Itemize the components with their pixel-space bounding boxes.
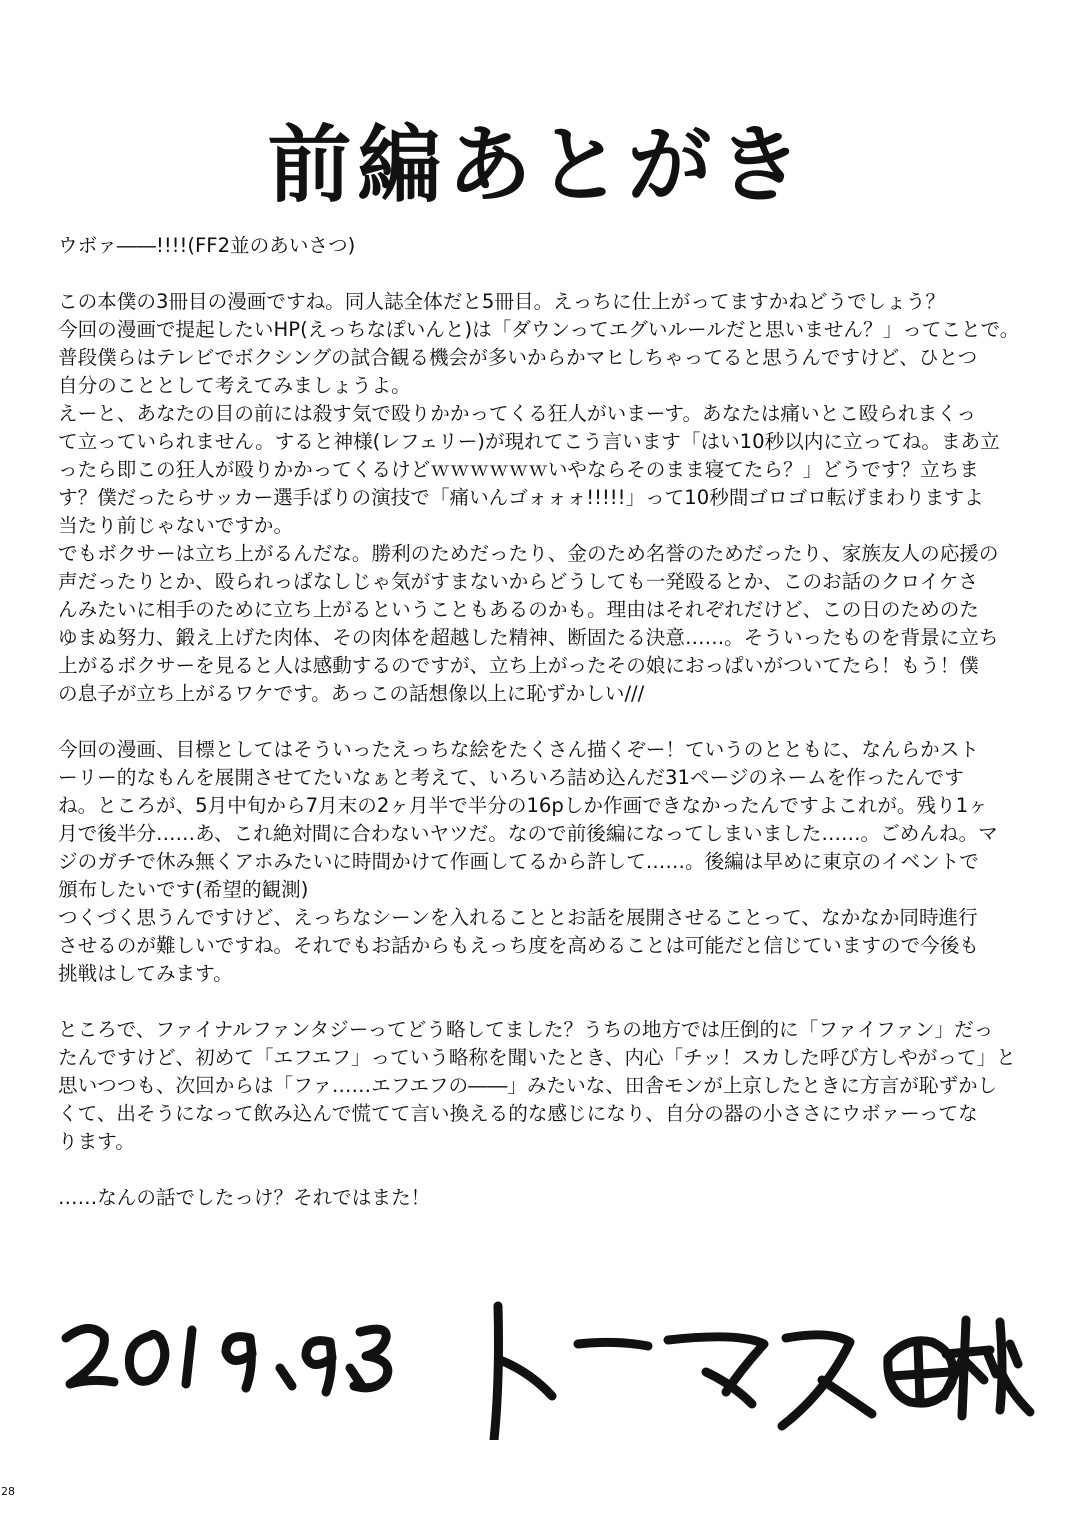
text-line: す？僕だったらサッカー選手ばりの演技で「痛いんゴォォォ!!!!!」って10秒間ゴロゴロ転げまわりますよ [58,486,984,509]
text-line: ーリー的なもんを展開させてたいなぁと考えて、いろいろ詰め込んだ31ページのネームを作ったんです [58,766,964,789]
text-line: ね。ところが、5月中旬から7月末の2ヶ月半で半分の16pしか作画できなかったんですよこれが。残り1ヶ [58,794,988,817]
text-line: ったら即この狂人が殴りかかってくるけどｗｗｗｗｗｗいやならそのまま寝てたら？」どうです？立ちま [58,458,979,481]
text-line: の息子が立ち上がるワケです。あっこの話想像以上に恥ずかしい/// [58,682,645,705]
text-line: 普段僕らはテレビでボクシングの試合観る機会が多いからかマヒしちゃってると思うんですけど、ひとつ [58,346,978,369]
paragraph-closing [58,1184,1028,1212]
text-line: 今回の漫画で提起したいHP(えっちなぽいんと)は「ダウンってエグいルールだと思いません？」ってことで。 [58,318,1020,341]
paragraph-greeting [58,232,1028,260]
signature-drawing [0,1280,1075,1440]
text-line: ウボァ――!!!!(FF2並のあいさつ) [58,234,356,257]
text-line: ります。 [58,1130,135,1153]
text-line: ゆまぬ努力、鍛え上げた肉体、その肉体を超越した精神、断固たる決意……。そういったものを背景に立ち [58,626,999,649]
text-line: 自分のこととして考えてみましょうよ。 [58,374,411,397]
page-number: 28 [1,1485,15,1498]
paragraph-main [58,288,1028,708]
text-line: 月で後半分……あ、これ絶対間に合わないヤツだ。なので前後編になってしまいました……。ごめんね。マ [58,822,998,845]
handwritten-signature [0,1280,1075,1440]
text-line: 挑戦はしてみます。 [58,962,233,985]
text-line: ジのガチで休み無くアホみたいに時間かけて作画してるから許して……。後編は早めに東京のイベントで [58,850,979,873]
afterword-body [58,232,1028,1212]
signature-date [66,1328,388,1392]
text-line: ところで、ファイナルファンタジーってどう略してました？うちの地方では圧倒的に「ファイファン」だっ [58,1018,994,1041]
text-line: 今回の漫画、目標としてはそういったえっちな絵をたくさん描くぞー！ていうのとともに、なんらかスト [58,738,979,761]
paragraph-ff [58,1016,1028,1156]
text-line: 思いつつも、次回からは「ファ……エフエフの――」みたいな、田舎モンが上京したときに方言が恥ずかし [58,1074,998,1097]
text-line: んみたいに相手のために立ち上がるということもあるのかも。理由はそれぞれだけど、この日のためのた [58,598,979,621]
text-line: たんですけど、初めて「エフエフ」っていう略称を聞いたとき、内心「チッ！スカした呼び方しやがって」と [58,1046,1016,1069]
text-line: 頒布したいです(希望的観測) [58,878,309,901]
text-line: 声だったりとか、殴られっぱなしじゃ気がすまないからどうしても一発殴るとか、このお話のクロイケさ [58,570,978,593]
signature-name [494,1306,1030,1440]
text-line: でもボクサーは立ち上がるんだな。勝利のためだったり、金のため名誉のためだったり、家族友人の応援の [58,542,999,565]
text-line: 当たり前じゃないですか。 [58,514,294,537]
text-line: くて、出そうになって飲み込んで慌てて言い換える的な感じになり、自分の器の小ささにウボァーってな [58,1102,978,1125]
text-line: ……なんの話でしたっけ？それではまた！ [58,1186,431,1209]
text-line: えーと、あなたの目の前には殺す気で殴りかかってくる狂人がいまーす。あなたは痛いとこ殴られまくっ [58,402,976,425]
text-line: させるのが難しいですね。それでもお話からもえっち度を高めることは可能だと信じていますので今後も [58,934,979,957]
text-line: この本僕の3冊目の漫画ですね。同人誌全体だと5冊目。えっちに仕上がってますかねどうでしょう？ [58,290,946,313]
page-title: 前編あとがき [267,116,808,214]
paragraph-goal [58,736,1028,988]
text-line: て立っていられません。すると神様(レフェリー)が現れてこう言います「はい10秒以内に立ってね。まあ立 [58,430,1000,453]
text-line: 上がるボクサーを見ると人は感動するのですが、立ち上がったその娘におっぱいがついてたら！もう！僕 [58,654,979,677]
text-line: つくづく思うんですけど、えっちなシーンを入れることとお話を展開させることって、なかなか同時進行 [58,906,978,929]
